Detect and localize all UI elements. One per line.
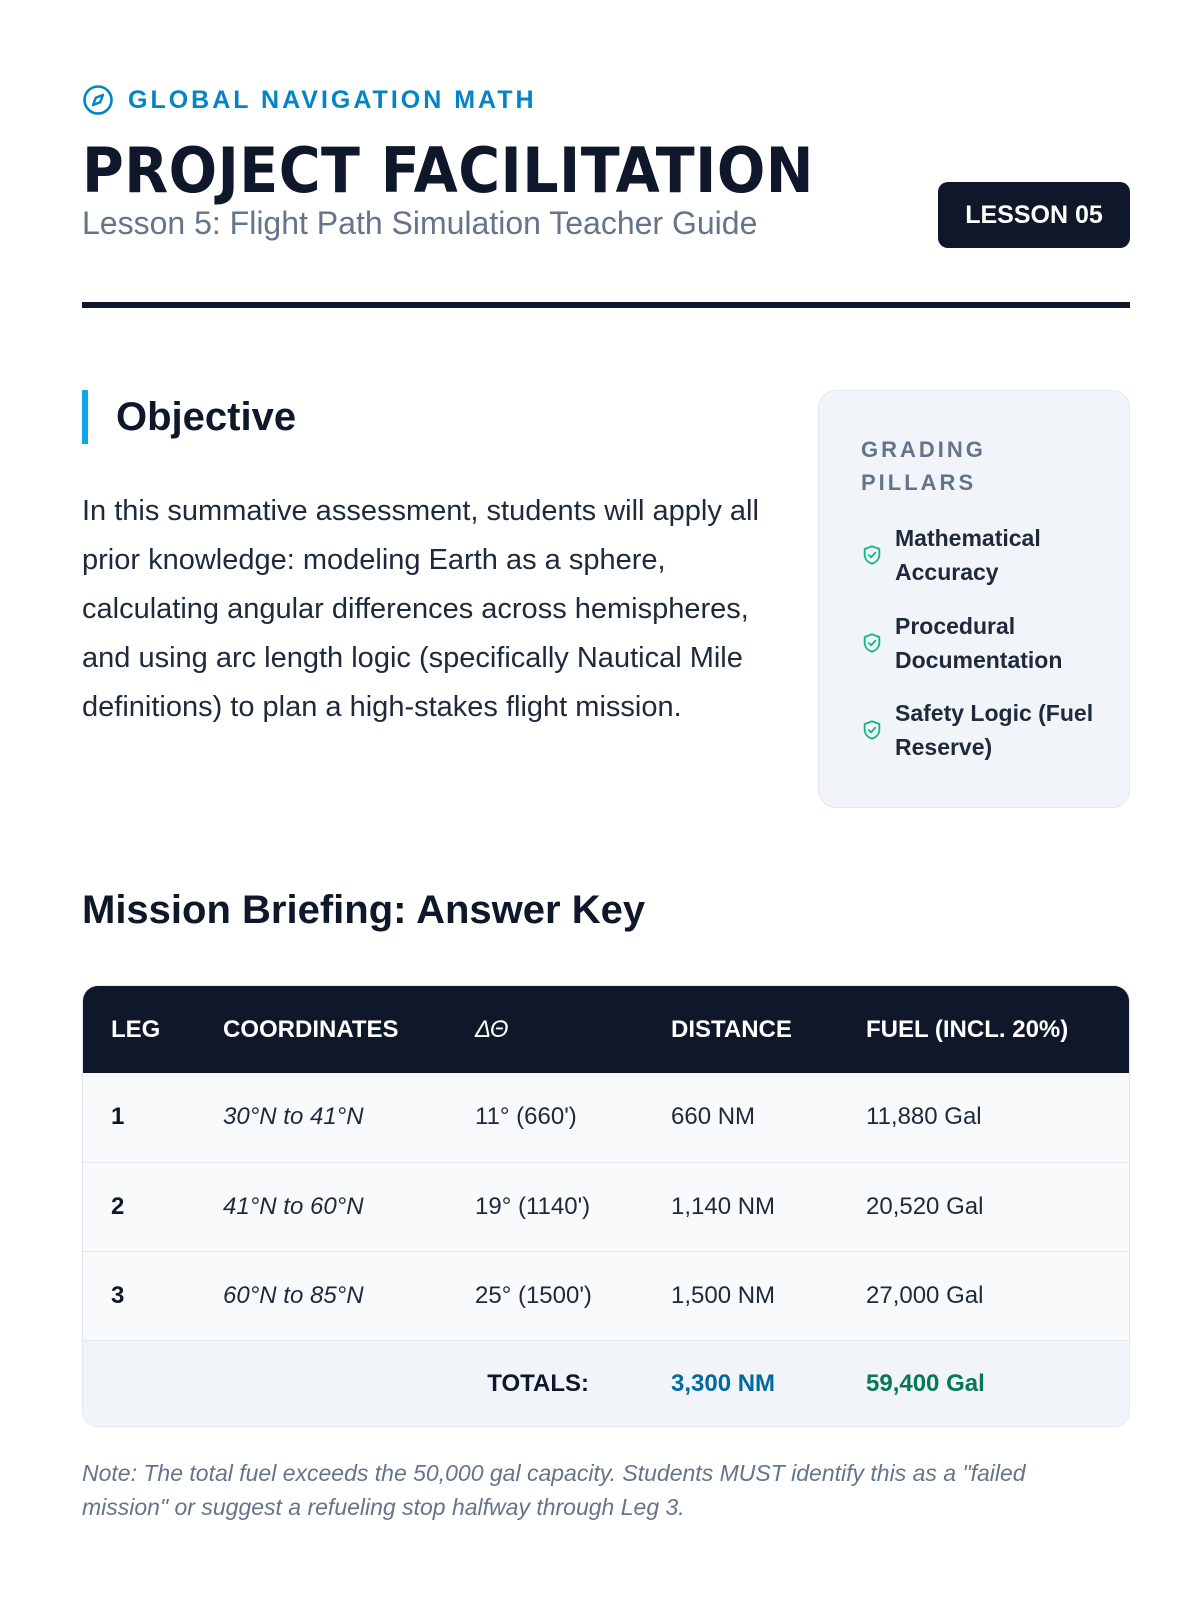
pillar-label: Safety Logic (Fuel Reserve) <box>895 700 1094 760</box>
objective-title: Objective <box>116 394 297 439</box>
shield-check-icon <box>861 544 883 566</box>
lesson-badge: LESSON 05 <box>938 182 1130 248</box>
grading-pillars-title: GRADING PILLARS <box>861 437 986 495</box>
column-header: LEG <box>111 1015 161 1043</box>
fuel-cell: 20,520 Gal <box>866 1192 984 1220</box>
column-header: FUEL (INCL. 20%) <box>866 1015 1069 1043</box>
totals-label: TOTALS: <box>487 1370 589 1398</box>
total-distance: 3,300 NM <box>671 1370 776 1398</box>
leg-cell: 2 <box>111 1192 125 1220</box>
brand <box>82 84 537 116</box>
column-header: ΔΘ <box>475 1015 509 1043</box>
column-header: DISTANCE <box>671 1015 792 1043</box>
delta-cell: 11° (660') <box>475 1103 577 1131</box>
shield-check-icon <box>861 719 883 741</box>
objective-text: In this summative assessment, students will apply all prior knowledge: modeling Earth as a sphere, calculating angular differences across hemispheres, and using arc length logic (specifically Nautical Mile definitions) to plan a high-stakes flight mission. <box>82 495 759 723</box>
leg-cell: 1 <box>111 1103 125 1131</box>
coordinates-cell: 60°N to 85°N <box>223 1281 364 1309</box>
table-header-row <box>83 986 1129 1073</box>
shield-check-icon <box>861 632 883 654</box>
page-title: PROJECT FACILITATION <box>82 134 815 207</box>
mission-title: Mission Briefing: Answer Key <box>82 888 646 932</box>
pillar-item <box>861 696 1095 764</box>
coordinates-cell: 41°N to 60°N <box>223 1192 364 1220</box>
totals-row <box>83 1340 1129 1427</box>
table-row <box>83 1251 1129 1340</box>
fuel-cell: 11,880 Gal <box>866 1103 982 1131</box>
answer-key-table <box>82 985 1130 1427</box>
objective-heading <box>82 390 296 444</box>
pillar-item <box>861 609 1095 677</box>
pillar-label: Procedural Documentation <box>895 613 1063 673</box>
fuel-cell: 27,000 Gal <box>866 1281 984 1309</box>
header-divider <box>82 302 1130 308</box>
page-subtitle: Lesson 5: Flight Path Simulation Teacher Guide <box>82 205 758 241</box>
distance-cell: 1,140 NM <box>671 1192 776 1220</box>
coordinates-cell: 30°N to 41°N <box>223 1103 364 1131</box>
delta-cell: 25° (1500') <box>475 1281 592 1309</box>
column-header: COORDINATES <box>223 1015 399 1043</box>
delta-cell: 19° (1140') <box>475 1192 591 1220</box>
pillar-item <box>861 521 1095 589</box>
pillar-label: Mathematical Accuracy <box>895 525 1041 585</box>
compass-icon <box>82 84 114 116</box>
footnote: Note: The total fuel exceeds the 50,000 gal capacity. Students MUST identify this as a "failed mission" or suggest a refueling stop halfway through Leg 3. <box>82 1460 1026 1520</box>
distance-cell: 1,500 NM <box>671 1281 776 1309</box>
table-row <box>83 1073 1129 1162</box>
total-fuel: 59,400 Gal <box>866 1370 985 1398</box>
distance-cell: 660 NM <box>671 1103 756 1131</box>
grading-pillars-card <box>818 390 1130 808</box>
brand-label: GLOBAL NAVIGATION MATH <box>128 85 537 114</box>
table-row <box>83 1162 1129 1251</box>
leg-cell: 3 <box>111 1281 125 1309</box>
